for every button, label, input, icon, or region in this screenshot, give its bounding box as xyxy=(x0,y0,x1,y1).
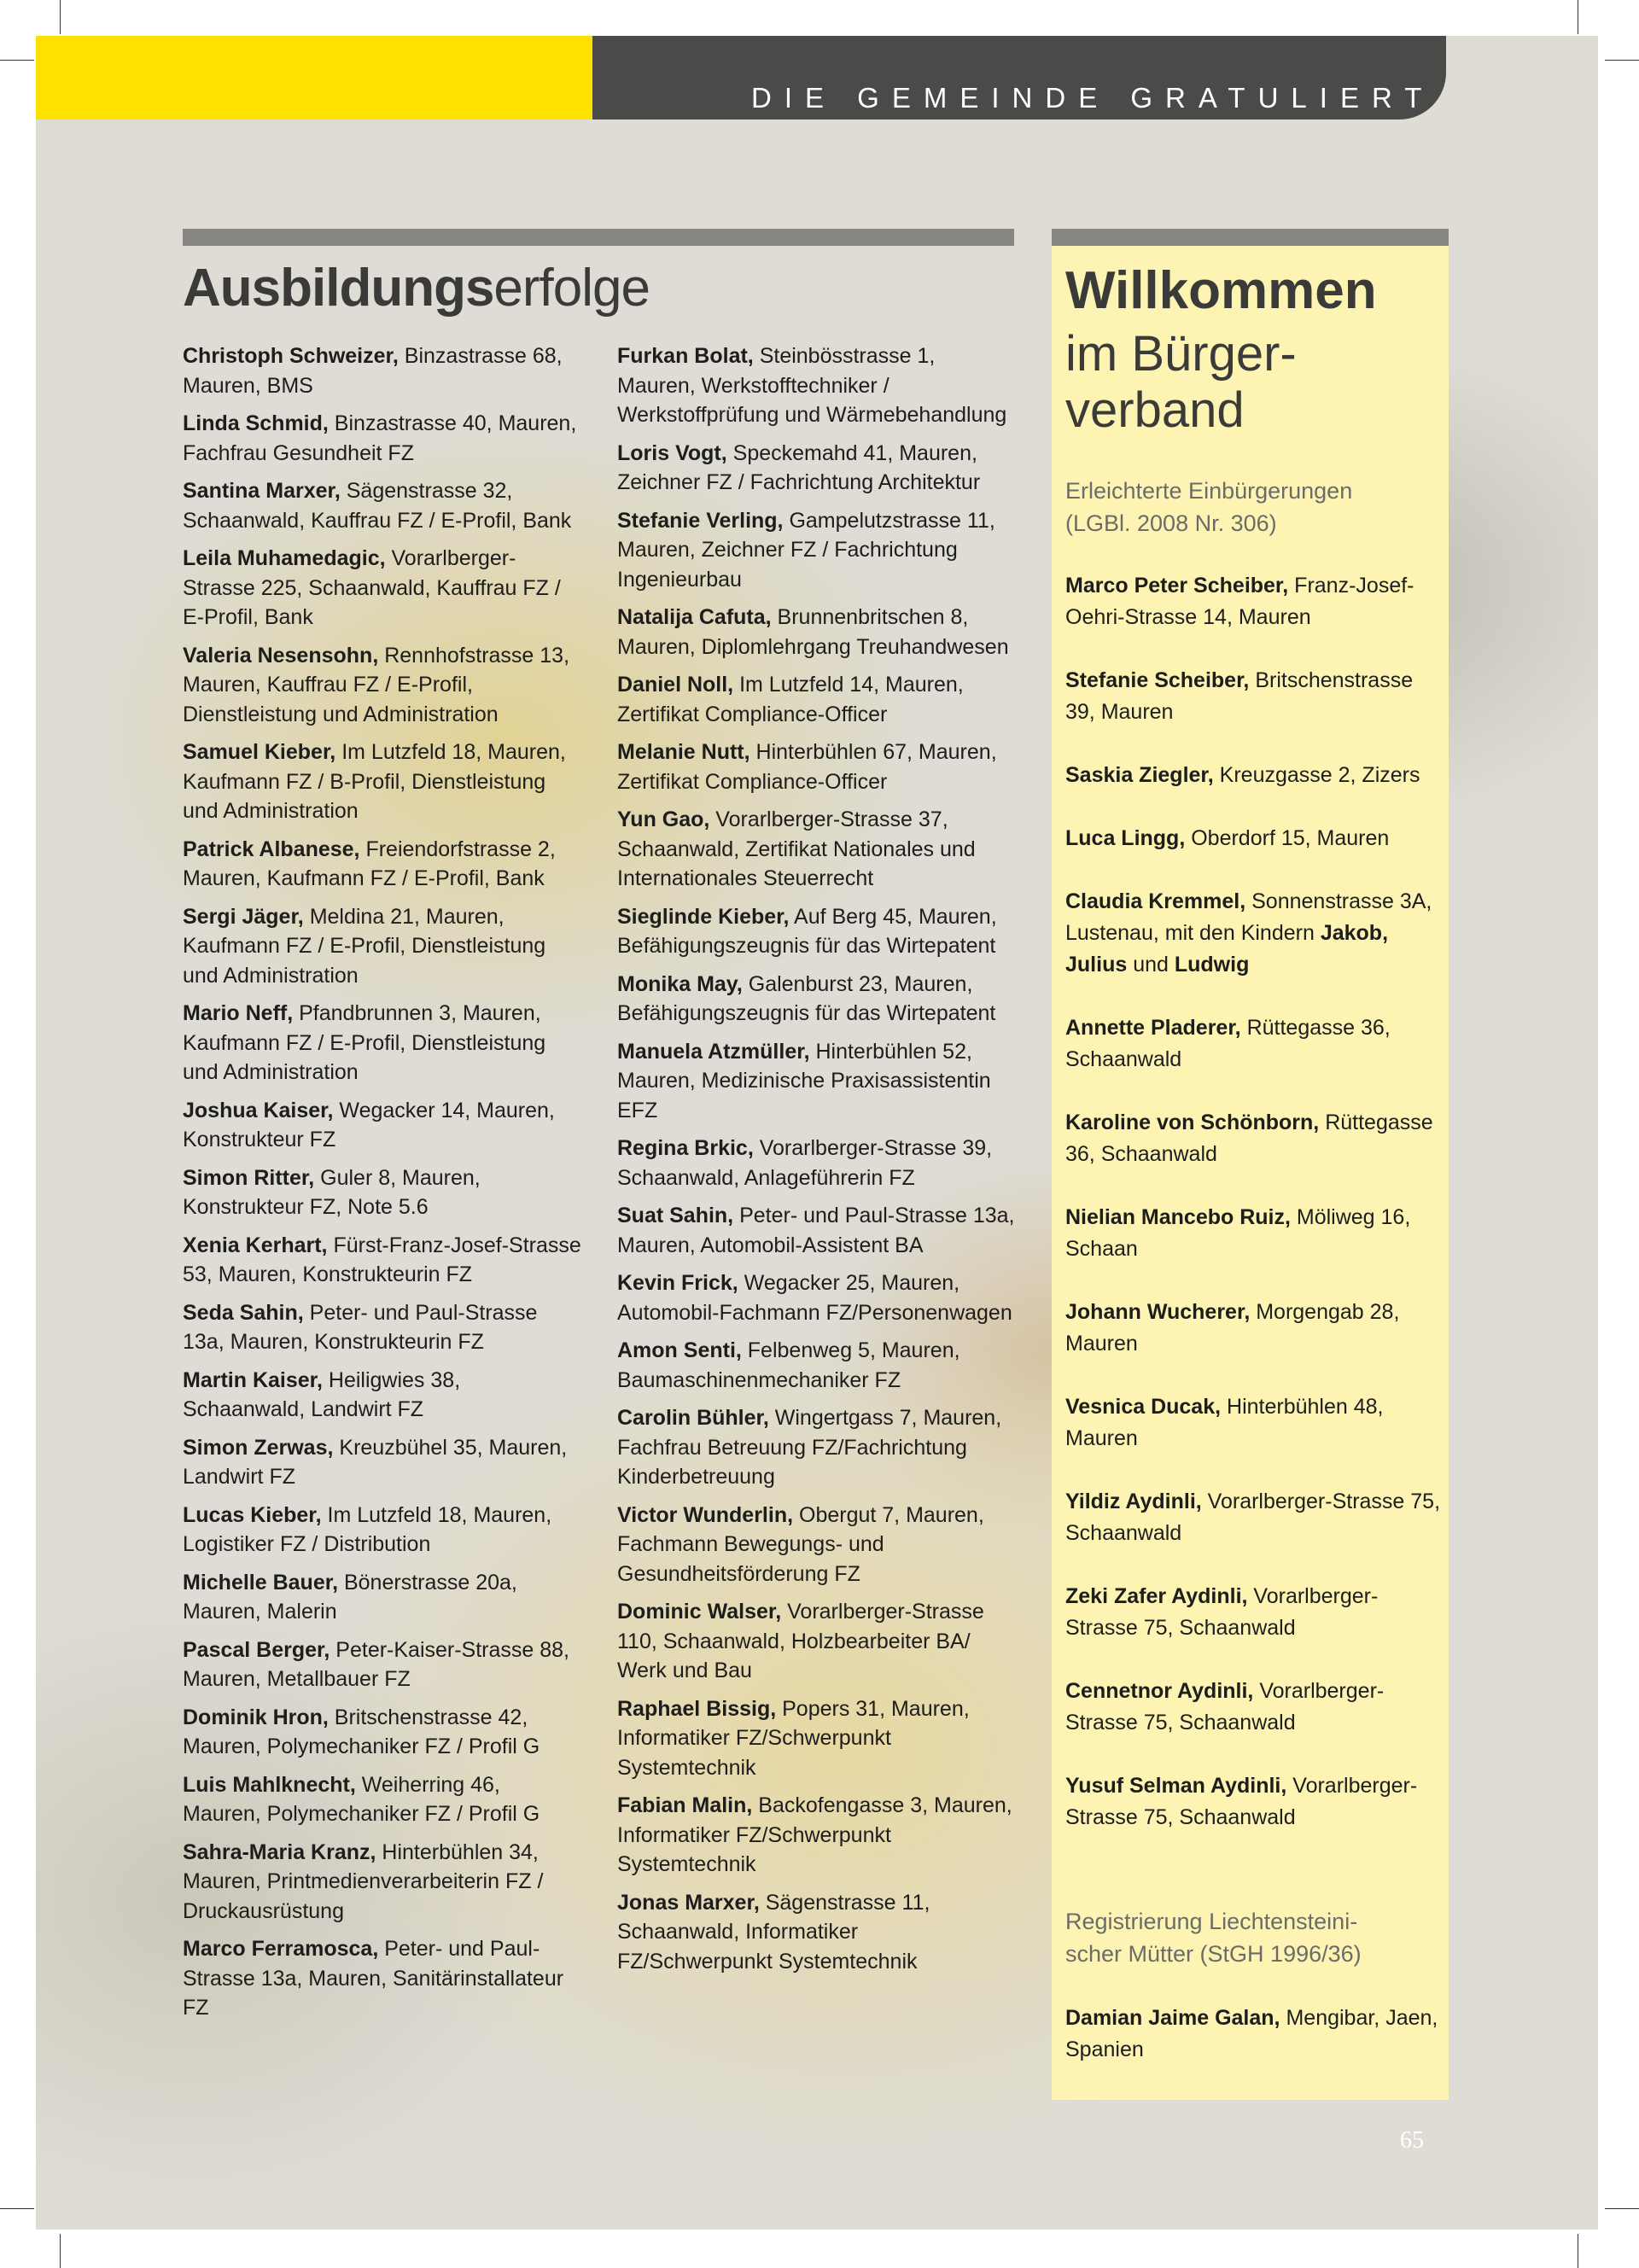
entry-detail: Vorarlberger-Strasse 39, Schaanwald, Anlageführerin FZ xyxy=(617,1136,993,1190)
entry-detail: Vorarlberger-Strasse 225, Schaanwald, Kauffrau FZ / E-Profil, Bank xyxy=(183,546,561,629)
list-item xyxy=(183,1433,584,1492)
entry-detail: Morgengab 28, Mauren xyxy=(1065,1300,1400,1356)
training-list-column-2 xyxy=(617,341,1018,1985)
welcome-title-bold: Willkommen xyxy=(1065,261,1377,320)
list-item xyxy=(1065,1486,1445,1549)
entry-name: Joshua Kaiser, xyxy=(183,1098,334,1122)
header-yellow-bar xyxy=(36,36,592,120)
welcome-subtitle-naturalization: Erleichterte Einbürgerungen (LGBl. 2008 Nr. 306) xyxy=(1065,478,1353,536)
entry-detail: Britschenstrasse 42, Mauren, Polymechaniker FZ / Profil G xyxy=(183,1705,540,1758)
list-item xyxy=(617,1336,1018,1395)
kremmel-kid2: Julius xyxy=(1065,953,1128,977)
page-number: 65 xyxy=(1400,2127,1424,2154)
entry-detail: Peter- und Paul-Strasse 13a, Mauren, Automobil-Assistent BA xyxy=(617,1204,1015,1257)
list-item xyxy=(1065,1581,1445,1644)
entry-name: Daniel Noll, xyxy=(617,673,734,697)
list-item xyxy=(183,999,584,1087)
list-item xyxy=(617,506,1018,595)
entry-name: Xenia Kerhart, xyxy=(183,1233,328,1257)
entry-name: Mario Neff, xyxy=(183,1001,294,1025)
entry-name: Fabian Malin, xyxy=(617,1793,753,1817)
list-item xyxy=(1065,1770,1445,1834)
entry-detail: Im Lutzfeld 18, Mauren, Kaufmann FZ / B-Profil, Dienstleistung und Administration xyxy=(183,740,566,823)
list-item xyxy=(1065,1676,1445,1739)
list-item xyxy=(617,670,1018,729)
entry-detail: Vorarlberger-Strasse 37, Schaanwald, Zertifikat Nationales und Internationales Steuerrecht xyxy=(617,808,976,890)
entry-name: Natalija Cafuta, xyxy=(617,605,772,629)
entry-name: Victor Wunderlin, xyxy=(617,1502,794,1527)
list-item xyxy=(617,902,1018,961)
entry-detail: Mengibar, Jaen, Spanien xyxy=(1065,2006,1438,2061)
crop-mark xyxy=(1605,60,1639,61)
welcome-list xyxy=(1065,570,1445,1865)
entry-detail: Peter- und Paul-Strasse 13a, Mauren, Sanitärinstallateur FZ xyxy=(183,1937,564,2020)
list-item xyxy=(617,805,1018,894)
entry-detail: Heiligwies 38, Schaanwald, Landwirt FZ xyxy=(183,1367,461,1421)
entry-detail: Guler 8, Mauren, Konstrukteur FZ, Note 5.6 xyxy=(183,1165,481,1219)
entry-detail: Wegacker 14, Mauren, Konstrukteur FZ xyxy=(183,1098,555,1151)
welcome-subtitle-mothers: Registrierung Liechtensteini- scher Mütter (StGH 1996/36) xyxy=(1065,1909,1362,1967)
entry-detail: Fürst-Franz-Josef-Strasse 53, Mauren, Konstrukteurin FZ xyxy=(183,1233,581,1286)
list-item xyxy=(617,1134,1018,1192)
entry-detail: Franz-Josef-Oehri-Strasse 14, Mauren xyxy=(1065,574,1414,629)
entry-detail: Binzastrasse 68, Mauren, BMS xyxy=(183,344,563,398)
list-item xyxy=(183,341,584,400)
entry-detail: Rüttegasse 36, Schaanwald xyxy=(1065,1016,1391,1071)
entry-detail: Steinbösstrasse 1, Mauren, Werkstofftechniker / Werkstoffprüfung und Wärmebehandlung xyxy=(617,344,1007,427)
entry-detail: Im Lutzfeld 18, Mauren, Logistiker FZ / Distribution xyxy=(183,1502,552,1556)
entry-name: Nielian Mancebo Ruiz, xyxy=(1065,1205,1291,1229)
kremmel-name: Claudia Kremmel, xyxy=(1065,889,1246,913)
welcome-entry-last xyxy=(1065,2003,1445,2066)
entry-detail: Hinterbühlen 67, Mauren, Zertifikat Compliance-Officer xyxy=(617,740,997,794)
list-item xyxy=(617,1201,1018,1260)
list-item xyxy=(183,1770,584,1829)
entry-name: Yun Gao, xyxy=(617,808,710,831)
entry-name: Raphael Bissig, xyxy=(617,1696,777,1721)
list-item xyxy=(183,835,584,894)
entry-name: Martin Kaiser, xyxy=(183,1367,323,1392)
entry-name: Manuela Atzmüller, xyxy=(617,1039,810,1064)
list-item xyxy=(183,1838,584,1927)
entry-name: Luca Lingg, xyxy=(1065,826,1186,850)
entry-detail: Backofengasse 3, Mauren, Informatiker FZ/Schwerpunkt Systemtechnik xyxy=(617,1793,1012,1876)
list-item xyxy=(183,641,584,730)
entry-detail: Vorarlberger-Strasse 75, Schaanwald xyxy=(1065,1679,1385,1735)
entry-name: Dominik Hron, xyxy=(183,1705,329,1729)
entry-detail: Hinterbühlen 52, Mauren, Medizinische Praxisassistentin EFZ xyxy=(617,1039,991,1122)
header-title: DIE GEMEINDE GRATULIERT xyxy=(751,82,1435,114)
entry-name: Christoph Schweizer, xyxy=(183,344,399,368)
entry-name: Saskia Ziegler, xyxy=(1065,763,1214,787)
crop-mark xyxy=(60,2234,61,2268)
entry-detail: Auf Berg 45, Mauren, Befähigungszeugnis für das Wirtepatent xyxy=(617,904,997,958)
entry-detail: Galenburst 23, Mauren, Befähigungszeugnis für das Wirtepatent xyxy=(617,971,996,1025)
entry-name: Regina Brkic, xyxy=(617,1136,754,1160)
entry-name: Simon Ritter, xyxy=(183,1165,315,1190)
entry-name: Sahra-Maria Kranz, xyxy=(183,1839,376,1864)
kremmel-und: und xyxy=(1127,953,1175,977)
entry-detail: Sägenstrasse 32, Schaanwald, Kauffrau FZ / E-Profil, Bank xyxy=(183,479,572,533)
entry-detail: Vorarlberger-Strasse 110, Schaanwald, Holzbearbeiter BA/ Werk und Bau xyxy=(617,1600,984,1682)
entry-detail: Vorarlberger-Strasse 75, Schaanwald xyxy=(1065,1584,1379,1640)
entry-detail: Popers 31, Mauren, Informatiker FZ/Schwerpunkt Systemtechnik xyxy=(617,1696,970,1780)
section-title-bold: Ausbildungs xyxy=(183,259,494,318)
list-item xyxy=(183,1298,584,1357)
entry-name: Valeria Nesensohn, xyxy=(183,643,379,668)
entry-name: Luis Mahlknecht, xyxy=(183,1772,356,1797)
list-item xyxy=(183,1096,584,1155)
entry-detail: Rüttegasse 36, Schaanwald xyxy=(1065,1111,1433,1166)
entry-name: Vesnica Ducak, xyxy=(1065,1395,1222,1419)
entry-detail: Vorarlberger-Strasse 75, Schaanwald xyxy=(1065,1490,1441,1545)
list-item xyxy=(1065,1391,1445,1455)
list-item xyxy=(1065,760,1445,791)
entry-detail: Obergut 7, Mauren, Fachmann Bewegungs- und Gesundheitsförderung FZ xyxy=(617,1502,984,1586)
list-item xyxy=(617,1037,1018,1126)
entry-name: Karoline von Schönborn, xyxy=(1065,1111,1320,1134)
list-item xyxy=(617,1403,1018,1492)
list-item xyxy=(617,341,1018,430)
kremmel-kid1: Jakob, xyxy=(1320,921,1389,945)
entry-detail: Möliweg 16, Schaan xyxy=(1065,1205,1411,1261)
list-item xyxy=(183,1635,584,1694)
entry-name: Furkan Bolat, xyxy=(617,344,754,368)
entry-name: Dominic Walser, xyxy=(617,1600,782,1624)
entry-name: Zeki Zafer Aydinli, xyxy=(1065,1584,1248,1608)
list-item xyxy=(617,970,1018,1029)
section-title xyxy=(183,258,650,318)
list-item xyxy=(617,439,1018,498)
entry-detail: Felbenweg 5, Mauren, Baumaschinenmechaniker FZ xyxy=(617,1338,960,1392)
entry-name: Stefanie Scheiber, xyxy=(1065,668,1250,692)
entry-detail: Peter- und Paul-Strasse 13a, Mauren, Konstrukteurin FZ xyxy=(183,1300,538,1354)
list-item xyxy=(1065,1297,1445,1360)
section-rule-right xyxy=(1052,229,1449,246)
list-item xyxy=(617,1694,1018,1783)
crop-mark xyxy=(60,0,61,34)
entry-detail: Britschenstrasse 39, Mauren xyxy=(1065,668,1414,724)
list-item xyxy=(617,1888,1018,1977)
crop-mark xyxy=(0,2208,34,2209)
entry-detail: Kreuzgasse 2, Zizers xyxy=(1213,763,1420,787)
list-item xyxy=(183,1934,584,2023)
entry-detail: Freiendorfstrasse 2, Mauren, Kaufmann FZ / E-Profil, Bank xyxy=(183,837,556,890)
list-item xyxy=(1065,1202,1445,1265)
entry-name: Stefanie Verling, xyxy=(617,508,784,533)
entry-detail: Brunnenbritschen 8, Mauren, Diplomlehrgang Treuhandwesen xyxy=(617,605,1009,659)
entry-detail: Kreuzbühel 35, Mauren, Landwirt FZ xyxy=(183,1435,568,1489)
entry-detail: Oberdorf 15, Mauren xyxy=(1185,826,1390,850)
list-item xyxy=(183,409,584,468)
entry-name: Monika May, xyxy=(617,971,743,996)
list-item xyxy=(183,738,584,826)
entry-name: Samuel Kieber, xyxy=(183,740,336,764)
entry-detail: Vorarlberger-Strasse 75, Schaanwald xyxy=(1065,1774,1418,1829)
list-item xyxy=(183,902,584,991)
list-item xyxy=(183,1163,584,1222)
list-item xyxy=(1065,570,1445,633)
entry-name: Yildiz Aydinli, xyxy=(1065,1490,1202,1513)
entry-name: Yusuf Selman Aydinli, xyxy=(1065,1774,1287,1798)
entry-detail: Speckemahd 41, Mauren, Zeichner FZ / Fachrichtung Architektur xyxy=(617,440,981,494)
entry-name: Leila Muhamedagic, xyxy=(183,546,386,570)
entry-name: Damian Jaime Galan, xyxy=(1065,2006,1280,2030)
entry-name: Simon Zerwas, xyxy=(183,1435,334,1460)
list-item xyxy=(617,1597,1018,1686)
entry-detail: Sägenstrasse 11, Schaanwald, Informatiker FZ/Schwerpunkt Systemtechnik xyxy=(617,1890,930,1974)
section-rule-left xyxy=(183,229,1014,246)
training-list-column-1 xyxy=(183,341,584,2032)
entry-name: Marco Ferramosca, xyxy=(183,1937,379,1961)
entry-detail: Hinterbühlen 34, Mauren, Printmedienverarbeiterin FZ / Druckausrüstung xyxy=(183,1839,544,1923)
list-item xyxy=(617,738,1018,796)
entry-detail: Meldina 21, Mauren, Kaufmann FZ / E-Profil, Dienstleistung und Administration xyxy=(183,904,546,988)
kremmel-kid3: Ludwig xyxy=(1174,953,1250,977)
entry-name: Michelle Bauer, xyxy=(183,1570,339,1595)
welcome-title-rest: im Bürger- verband xyxy=(1065,326,1297,438)
list-item xyxy=(183,1231,584,1290)
entry-name: Pascal Berger, xyxy=(183,1637,330,1662)
entry-name: Sergi Jäger, xyxy=(183,904,304,929)
entry-detail: Gampelutzstrasse 11, Mauren, Zeichner FZ / Fachrichtung Ingenieurbau xyxy=(617,508,995,592)
list-item xyxy=(183,476,584,535)
entry-detail: Binzastrasse 40, Mauren, Fachfrau Gesundheit FZ xyxy=(183,411,577,465)
entry-name: Carolin Bühler, xyxy=(617,1406,769,1430)
entry-detail: Wingertgass 7, Mauren, Fachfrau Betreuung FZ/Fachrichtung Kinderbetreuung xyxy=(617,1406,1002,1489)
list-item xyxy=(617,1791,1018,1880)
entry-name: Melanie Nutt, xyxy=(617,740,750,764)
list-item xyxy=(617,1268,1018,1327)
entry-name: Sieglinde Kieber, xyxy=(617,904,790,929)
entry-name: Cennetnor Aydinli, xyxy=(1065,1679,1254,1703)
list-item xyxy=(1065,823,1445,854)
list-item xyxy=(183,1366,584,1425)
entry-detail: Wegacker 25, Mauren, Automobil-Fachmann FZ/Personenwagen xyxy=(617,1271,1012,1325)
list-item xyxy=(1065,665,1445,728)
crop-mark xyxy=(1605,2208,1639,2209)
entry-name: Suat Sahin, xyxy=(617,1204,734,1227)
entry-name: Jonas Marxer, xyxy=(617,1890,760,1915)
entry-name: Linda Schmid, xyxy=(183,411,329,435)
entry-detail: Bönerstrasse 20a, Mauren, Malerin xyxy=(183,1570,517,1624)
entry-detail: Hinterbühlen 48, Mauren xyxy=(1065,1395,1384,1450)
entry-detail: Pfandbrunnen 3, Mauren, Kaufmann FZ / E-Profil, Dienstleistung und Administration xyxy=(183,1001,546,1084)
list-item xyxy=(617,603,1018,662)
entry-name: Lucas Kieber, xyxy=(183,1502,322,1527)
list-item xyxy=(183,1568,584,1627)
entry-name: Marco Peter Scheiber, xyxy=(1065,574,1289,598)
list-item xyxy=(183,1703,584,1762)
entry-name: Annette Pladerer, xyxy=(1065,1016,1241,1040)
list-item xyxy=(617,1501,1018,1589)
entry-name: Seda Sahin, xyxy=(183,1300,304,1325)
entry-detail: Weiherring 46, Mauren, Polymechaniker FZ / Profil G xyxy=(183,1772,540,1826)
crop-mark xyxy=(0,60,34,61)
list-item xyxy=(1065,1107,1445,1170)
entry-name: Amon Senti, xyxy=(617,1338,742,1362)
list-item xyxy=(1065,1012,1445,1076)
list-item xyxy=(183,1501,584,1560)
list-item-kremmel xyxy=(1065,886,1445,981)
entry-name: Patrick Albanese, xyxy=(183,837,360,861)
entry-detail: Rennhofstrasse 13, Mauren, Kauffrau FZ / E-Profil, Dienstleistung und Administration xyxy=(183,643,570,726)
entry-name: Loris Vogt, xyxy=(617,440,727,465)
entry-name: Santina Marxer, xyxy=(183,479,341,503)
entry-detail: Im Lutzfeld 14, Mauren, Zertifikat Compliance-Officer xyxy=(617,673,964,726)
list-item xyxy=(183,544,584,633)
section-title-rest: erfolge xyxy=(493,259,650,318)
entry-name: Johann Wucherer, xyxy=(1065,1300,1251,1324)
kremmel-text: Sonnenstrasse 3A, Lustenau, mit den Kindern xyxy=(1065,889,1432,945)
entry-name: Kevin Frick, xyxy=(617,1271,738,1295)
entry-detail: Peter-Kaiser-Strasse 88, Mauren, Metallbauer FZ xyxy=(183,1637,570,1691)
